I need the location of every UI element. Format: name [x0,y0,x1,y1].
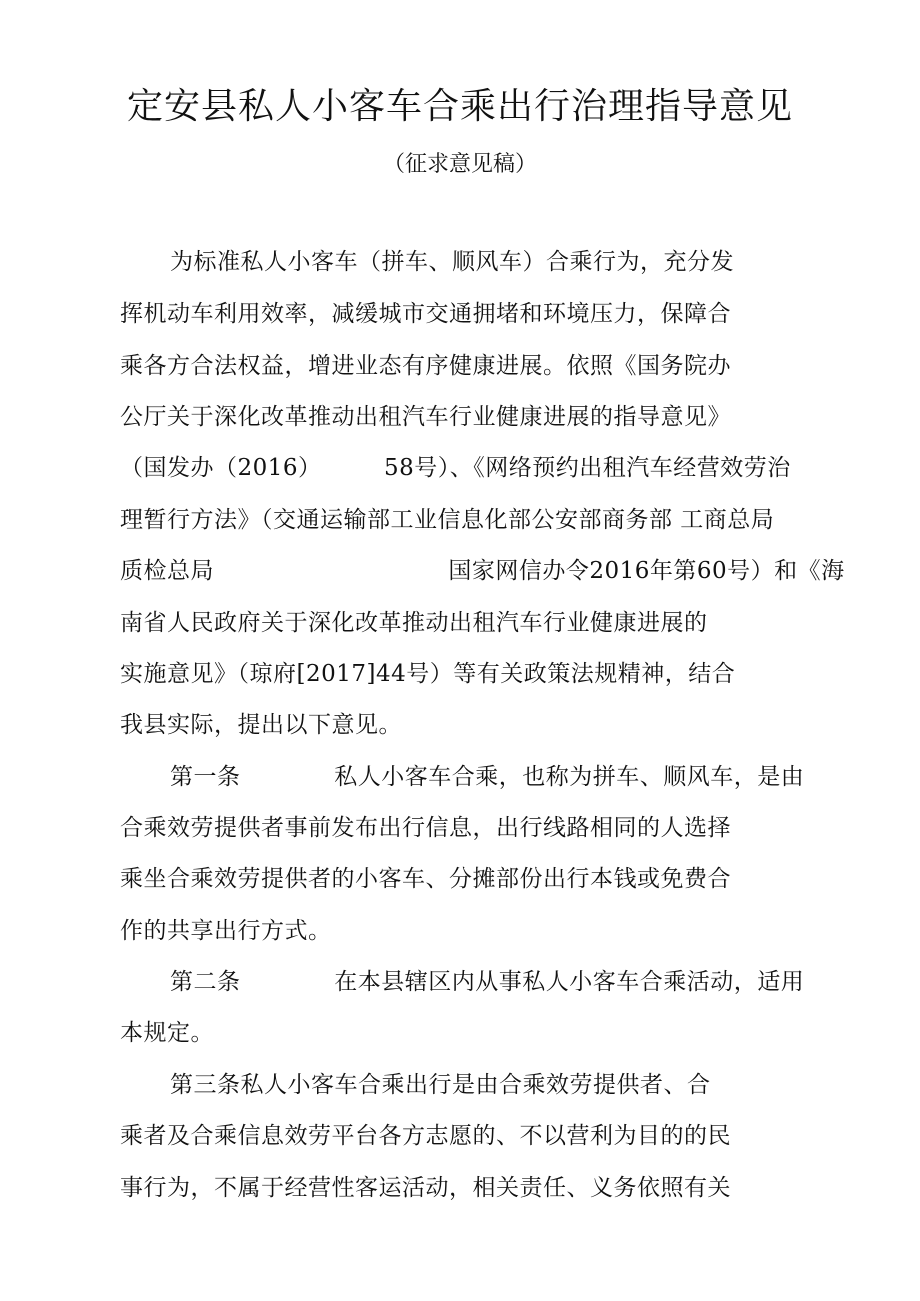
body-line: （国发办（2016） 58号）、《网络预约出租汽车经营效劳治 [120,455,791,481]
body-line: 作的共享出行方式。 [120,918,332,944]
body-line: 南省人民政府关于深化改革推动出租汽车行业健康进展的 [120,610,708,636]
document-subtitle: （征求意见稿） [382,152,537,177]
body-line: 实施意见》（琼府[2017]44号）等有关政策法规精神，结合 [120,661,736,687]
body-line: 乘坐合乘效劳提供者的小客车、分摊部份出行本钱或免费合 [120,866,731,892]
body-line: 事行为，不属于经营性客运活动，相关责任、义务依照有关 [120,1175,731,1201]
article-line: 第三条私人小客车合乘出行是由合乘效劳提供者、合 [170,1072,711,1098]
body-line: 乘者及合乘信息效劳平台各方志愿的、不以营利为目的的民 [120,1123,731,1149]
document-title: 定安县私人小客车合乘出行治理指导意见 [126,86,793,127]
article-line: 第一条 私人小客车合乘，也称为拼车、顺风车，是由 [170,764,805,790]
body-line: 挥机动车利用效率，减缓城市交通拥堵和环境压力，保障合 [120,301,731,327]
body-line: 合乘效劳提供者事前发布出行信息，出行线路相同的人选择 [120,815,731,841]
body-line: 公厅关于深化改革推动出租汽车行业健康进展的指导意见》 [120,404,731,430]
body-line: 为标准私人小客车（拼车、顺风车）合乘行为，充分发 [170,249,734,275]
body-line: 质检总局 国家网信办令2016年第60号）和《海 [120,558,845,584]
body-line: 理暂行方法》（交通运输部工业信息化部公安部商务部 工商总局 [120,507,775,533]
body-line: 本规定。 [120,1020,214,1046]
body-line: 乘各方合法权益，增进业态有序健康进展。依照《国务院办 [120,353,731,379]
article-line: 第二条 在本县辖区内从事私人小客车合乘活动，适用 [170,969,805,995]
body-line: 我县实际，提出以下意见。 [120,712,402,738]
